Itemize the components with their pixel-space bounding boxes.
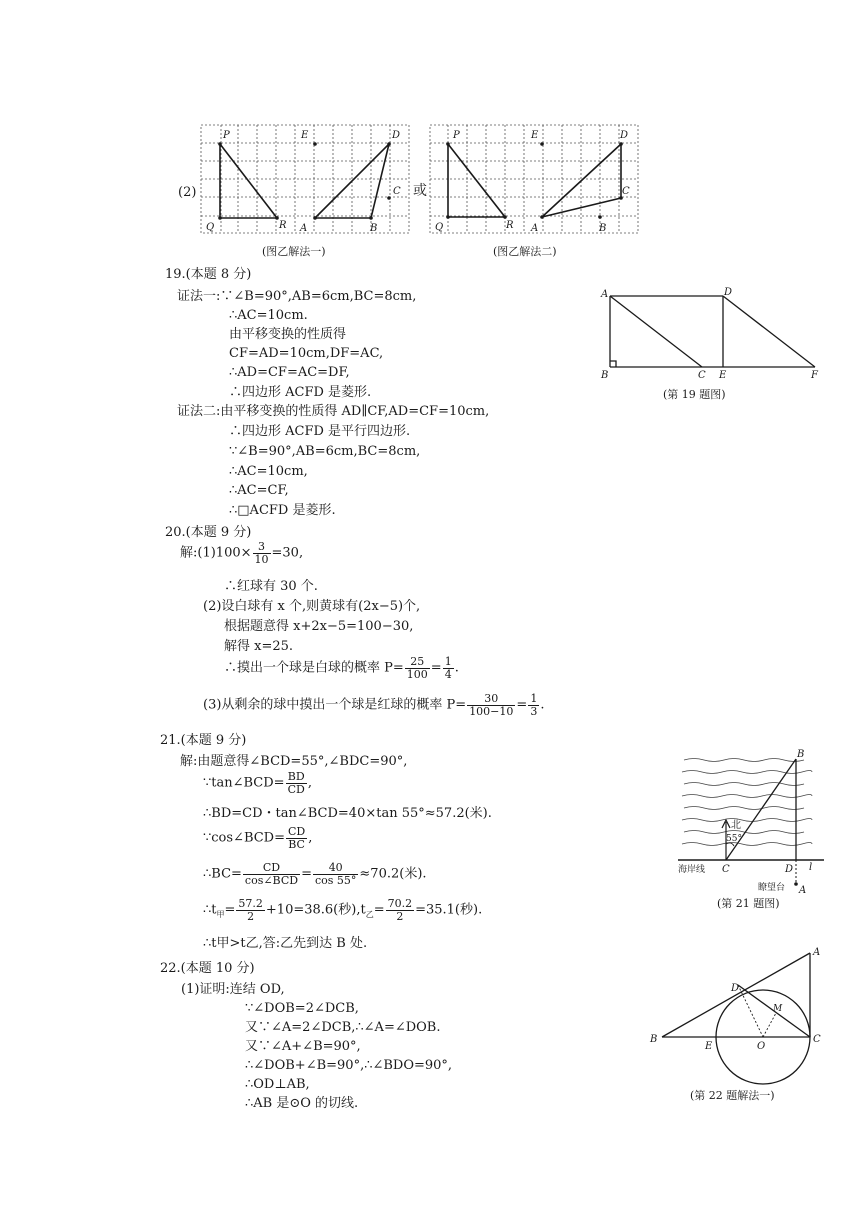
label-c: C bbox=[393, 186, 401, 197]
q22-figure bbox=[646, 945, 831, 1060]
label-b: B bbox=[650, 1034, 658, 1045]
q19-figure bbox=[598, 285, 828, 385]
numerator: 1 bbox=[444, 655, 452, 668]
numerator: BD bbox=[286, 771, 307, 784]
fraction bbox=[467, 693, 515, 717]
north-label: 北 bbox=[731, 820, 741, 831]
denominator: 10 bbox=[254, 552, 269, 566]
q21-line-3: ∴BD=CD・tan∠BCD=40×tan 55°≈57.2(米). bbox=[203, 806, 492, 821]
label-a: A bbox=[300, 223, 308, 234]
numerator: 30 bbox=[467, 693, 515, 706]
label-r-2: R bbox=[506, 220, 514, 231]
label-b: B bbox=[797, 749, 805, 760]
q20-line-7 bbox=[203, 693, 544, 717]
q20-line-6 bbox=[224, 656, 459, 680]
label-a: A bbox=[813, 947, 821, 958]
numerator: 70.2 bbox=[387, 897, 413, 910]
q21-line-4 bbox=[203, 826, 312, 850]
denominator: BC bbox=[288, 837, 305, 851]
q21-l5-post: ≈70.2(米). bbox=[359, 866, 427, 882]
q19-line: ∴AC=10cm. bbox=[229, 308, 308, 323]
q22-line: ∴OD⊥AB, bbox=[245, 1077, 310, 1092]
q22-line: ∴AB 是⊙O 的切线. bbox=[245, 1096, 359, 1111]
equals: = bbox=[373, 902, 385, 918]
q22-caption: (第 22 题解法一) bbox=[690, 1089, 775, 1102]
denominator: CD bbox=[287, 782, 305, 796]
q22-header: 22.(本题 10 分) bbox=[160, 961, 255, 976]
angle-label: 55° bbox=[726, 834, 742, 844]
denominator: 4 bbox=[444, 667, 452, 681]
q20-l7-pre: (3)从剩余的球中摸出一个球是红球的概率 P= bbox=[203, 697, 467, 713]
q21-line-7: ∴t甲>t乙,答:乙先到达 B 处. bbox=[203, 936, 368, 951]
label-a: A bbox=[799, 885, 807, 896]
q20-line-5: 解得 x=25. bbox=[224, 639, 294, 654]
q19-line: ∴AD=CF=AC=DF, bbox=[229, 365, 350, 380]
q20-l1-pre: 解:(1)100× bbox=[180, 545, 252, 561]
subscript: 乙 bbox=[365, 910, 374, 920]
q19-header: 19.(本题 8 分) bbox=[165, 267, 252, 282]
grid-figure-solution-1 bbox=[200, 124, 410, 234]
q22-line: ∴∠DOB+∠B=90°,∴∠BDO=90°, bbox=[245, 1058, 453, 1073]
denominator: cos 55° bbox=[314, 873, 357, 887]
q22-line: 又∵∠A=2∠DCB,∴∠A=∠DOB. bbox=[245, 1020, 441, 1035]
label-d: D bbox=[785, 864, 794, 875]
label-e-2: E bbox=[531, 130, 539, 141]
shore-label: 海岸线 bbox=[678, 865, 706, 875]
q22-line: 又∵∠A+∠B=90°, bbox=[245, 1039, 361, 1054]
denominator: 3 bbox=[530, 704, 538, 718]
label-q-2: Q bbox=[435, 222, 444, 233]
q19-line: CF=AD=10cm,DF=AC, bbox=[229, 346, 384, 361]
label-c: C bbox=[813, 1034, 821, 1045]
label-e: E bbox=[301, 130, 309, 141]
label-p: P bbox=[223, 130, 230, 141]
label-b: B bbox=[601, 370, 609, 381]
label-p-2: P bbox=[453, 130, 460, 141]
q21-l2-post: , bbox=[307, 775, 312, 791]
q21-line-5 bbox=[203, 862, 427, 886]
numerator: CD bbox=[288, 825, 306, 838]
q20-l6-post: . bbox=[454, 660, 459, 676]
q22-line: ∵∠DOB=2∠DCB, bbox=[245, 1001, 359, 1016]
label-a: A bbox=[601, 289, 609, 300]
label-o: O bbox=[757, 1041, 766, 1052]
denominator: 2 bbox=[247, 909, 255, 923]
numerator: 40 bbox=[313, 862, 358, 875]
numerator: 57.2 bbox=[238, 897, 263, 910]
q19-line: ∵∠B=90°,AB=6cm,BC=8cm, bbox=[229, 444, 421, 459]
triangle-pqr-2 bbox=[448, 144, 505, 217]
label-c-2: C bbox=[622, 186, 630, 197]
q21-l5-pre: ∴BC= bbox=[203, 866, 242, 882]
tower-label: 瞭望台 bbox=[758, 883, 786, 893]
caption-solution-1: (图乙解法一) bbox=[262, 245, 326, 258]
grid-figure-solution-2 bbox=[429, 124, 639, 234]
q21-l2-pre: ∵tan∠BCD= bbox=[203, 775, 285, 791]
triangle-pqr bbox=[220, 144, 277, 218]
numerator: 3 bbox=[253, 541, 271, 554]
label-d: D bbox=[731, 983, 740, 994]
label-a-2: A bbox=[531, 223, 539, 234]
part-label: (2) bbox=[178, 185, 197, 200]
equals: = bbox=[301, 866, 312, 882]
q20-l1-post: =30, bbox=[271, 545, 304, 561]
q20-line-4: 根据题意得 x+2x−5=100−30, bbox=[224, 619, 414, 634]
label-d: D bbox=[724, 287, 733, 298]
q20-line-1 bbox=[180, 541, 303, 565]
label-c: C bbox=[722, 864, 730, 875]
denominator: 2 bbox=[396, 909, 404, 923]
label-q: Q bbox=[206, 222, 215, 233]
q21-l4-post: , bbox=[308, 830, 313, 846]
fraction bbox=[286, 826, 307, 850]
q20-line-3: (2)设白球有 x 个,则黄球有(2x−5)个, bbox=[203, 599, 421, 614]
fraction bbox=[443, 656, 454, 680]
label-c: C bbox=[698, 370, 706, 381]
q19-line: ∴四边形 ACFD 是菱形. bbox=[229, 385, 372, 400]
q20-header: 20.(本题 9 分) bbox=[165, 525, 252, 540]
fraction bbox=[253, 541, 271, 565]
label-d: D bbox=[392, 130, 401, 141]
q21-header: 21.(本题 9 分) bbox=[160, 733, 247, 748]
denominator: 100 bbox=[406, 667, 428, 681]
numerator: 25 bbox=[405, 656, 430, 669]
label-l: l bbox=[809, 862, 813, 873]
q21-line-6 bbox=[203, 898, 482, 922]
label-d-2: D bbox=[620, 130, 629, 141]
q21-l4-pre: ∵cos∠BCD= bbox=[203, 830, 285, 846]
label-e: E bbox=[719, 370, 727, 381]
fraction bbox=[243, 862, 300, 886]
q19-line: ∴四边形 ACFD 是平行四边形. bbox=[229, 424, 411, 439]
subscript: 甲 bbox=[216, 910, 225, 920]
q19-line: ∴AC=10cm, bbox=[229, 464, 308, 479]
q21-l6-c: +10=38.6(秒),t bbox=[265, 902, 366, 918]
label-b-2: B bbox=[599, 223, 607, 234]
q19-line: 证法二:由平移变换的性质得 AD∥CF,AD=CF=10cm, bbox=[177, 404, 490, 419]
equals: = bbox=[224, 902, 236, 918]
quadrilateral-adc-2 bbox=[542, 144, 621, 217]
q21-figure bbox=[676, 748, 826, 896]
numerator: 1 bbox=[530, 692, 538, 705]
fraction bbox=[386, 898, 415, 922]
fraction bbox=[405, 656, 430, 680]
q21-l6-e: =35.1(秒). bbox=[415, 902, 483, 918]
caption-solution-2: (图乙解法二) bbox=[493, 245, 557, 258]
q20-l6-pre: ∴摸出一个球是白球的概率 P= bbox=[224, 660, 404, 676]
q19-line: 由平移变换的性质得 bbox=[229, 327, 347, 342]
equals: = bbox=[516, 697, 528, 713]
fraction bbox=[313, 862, 358, 886]
numerator: CD bbox=[243, 862, 300, 875]
q20-l7-post: . bbox=[540, 697, 545, 713]
denominator: 100−10 bbox=[469, 704, 514, 718]
fraction bbox=[236, 898, 265, 922]
label-r: R bbox=[279, 220, 287, 231]
q20-line-2: ∴红球有 30 个. bbox=[224, 579, 318, 594]
q19-line: ∴□ACFD 是菱形. bbox=[229, 503, 336, 518]
label-e: E bbox=[705, 1041, 713, 1052]
q22-line: (1)证明:连结 OD, bbox=[181, 982, 285, 997]
or-text: 或 bbox=[413, 183, 427, 199]
q21-line-2 bbox=[203, 771, 312, 795]
q19-caption: (第 19 题图) bbox=[663, 388, 726, 401]
label-f: F bbox=[811, 370, 818, 381]
fraction bbox=[528, 693, 539, 717]
q21-l6-a: ∴t bbox=[203, 902, 217, 918]
label-b: B bbox=[370, 223, 378, 234]
q19-line: 证法一:∵∠B=90°,AB=6cm,BC=8cm, bbox=[177, 289, 417, 304]
q19-line: ∴AC=CF, bbox=[229, 483, 289, 498]
equals: = bbox=[430, 660, 442, 676]
q21-line-1: 解:由题意得∠BCD=55°,∠BDC=90°, bbox=[180, 754, 408, 769]
fraction bbox=[286, 771, 307, 795]
q21-caption: (第 21 题图) bbox=[717, 897, 780, 910]
denominator: cos∠BCD bbox=[244, 873, 299, 887]
label-m: M bbox=[773, 1004, 783, 1014]
